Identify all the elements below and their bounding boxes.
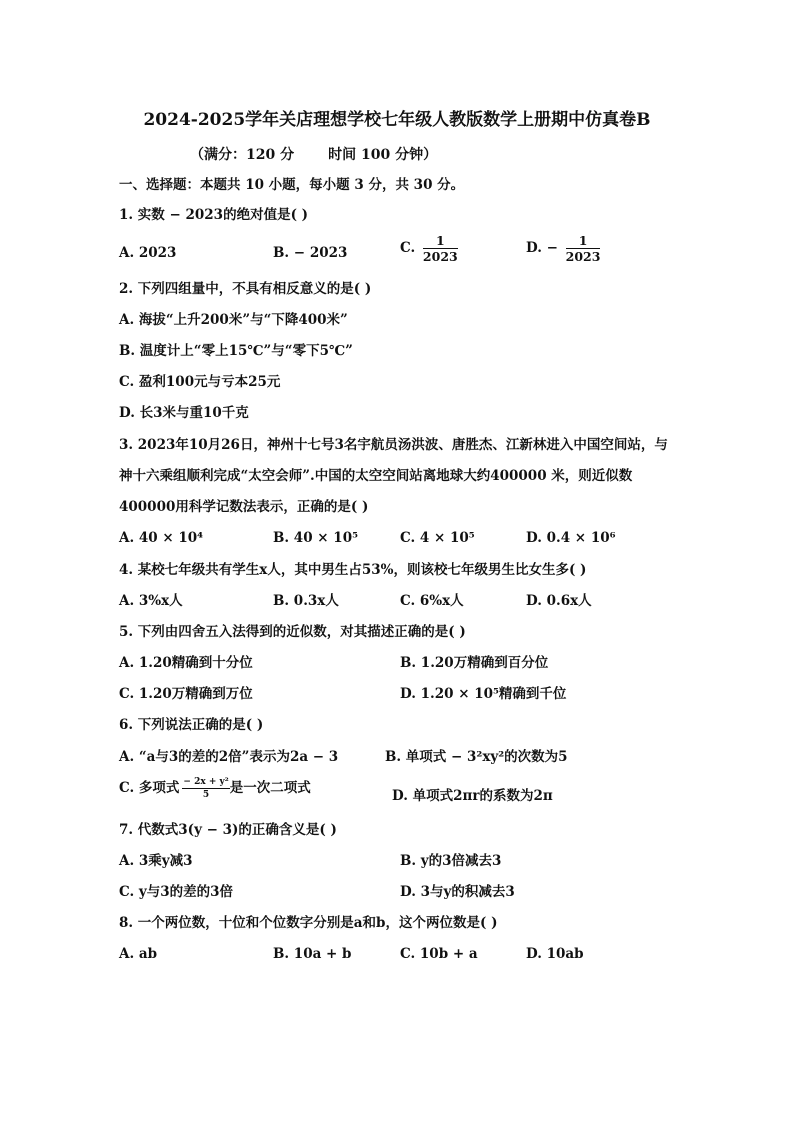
q3-stem-line1: 3. 2023年10月26日，神州十七号3名宇航员汤洪波、唐胜杰、江新林进入中国空间站，与 bbox=[119, 437, 668, 453]
q2-option-a: A. 海拔“上升200米”与“下降400米” bbox=[119, 312, 348, 328]
q1-option-d bbox=[526, 234, 600, 263]
full-marks: （满分：120 分 bbox=[190, 147, 295, 163]
q5-option-c: C. 1.20万精确到万位 bbox=[119, 686, 253, 702]
q4-option-c: C. 6%x人 bbox=[400, 593, 464, 609]
fraction-numerator: 1 bbox=[566, 234, 601, 249]
q3-stem-line2: 神十六乘组顺利完成“太空会师”.中国的太空空间站离地球大约400000 米，则近似数 bbox=[119, 468, 633, 484]
q1-option-c-fraction bbox=[423, 234, 458, 263]
q7-option-d: D. 3与y的积减去3 bbox=[400, 884, 515, 900]
fraction-numerator: 1 bbox=[423, 234, 458, 249]
q8-option-a: A. ab bbox=[119, 946, 158, 962]
q4-stem: 4. 某校七年级共有学生x人，其中男生占53%，则该校七年级男生比女生多( ) bbox=[119, 562, 587, 578]
q3-option-a: A. 40 × 10⁴ bbox=[119, 530, 204, 546]
q4-option-d: D. 0.6x人 bbox=[526, 593, 592, 609]
q3-option-b: B. 40 × 10⁵ bbox=[273, 530, 359, 546]
q2-option-b: B. 温度计上“零上15℃”与“零下5℃” bbox=[119, 343, 353, 359]
q7-option-c: C. y与3的差的3倍 bbox=[119, 884, 234, 900]
q7-option-b: B. y的3倍减去3 bbox=[400, 853, 502, 869]
q8-option-b: B. 10a + b bbox=[273, 946, 352, 962]
q3-option-d: D. 0.4 × 10⁶ bbox=[526, 530, 616, 546]
q6-option-c bbox=[119, 777, 311, 800]
q1-option-a: A. 2023 bbox=[119, 245, 177, 261]
exam-time: 时间 100 分钟） bbox=[328, 147, 438, 163]
q6-option-c-prefix: C. 多项式 bbox=[119, 780, 180, 796]
q3-stem-line3: 400000用科学记数法表示，正确的是( ) bbox=[119, 499, 369, 515]
q6-option-b: B. 单项式 − 3²xy²的次数为5 bbox=[385, 749, 568, 765]
q6-stem: 6. 下列说法正确的是( ) bbox=[119, 717, 264, 733]
q2-stem: 2. 下列四组量中，不具有相反意义的是( ) bbox=[119, 281, 372, 297]
q1-option-d-fraction bbox=[566, 234, 601, 263]
q7-option-a: A. 3乘y减3 bbox=[119, 853, 193, 869]
q3-option-c: C. 4 × 10⁵ bbox=[400, 530, 475, 546]
q1-option-c bbox=[400, 234, 458, 263]
q8-option-d: D. 10ab bbox=[526, 946, 584, 962]
q1-stem: 1. 实数 − 2023的绝对值是( ) bbox=[119, 207, 309, 223]
fraction-numerator: − 2x + y² bbox=[183, 777, 229, 787]
q1-option-b: B. − 2023 bbox=[273, 245, 348, 261]
q5-option-b: B. 1.20万精确到百分位 bbox=[400, 655, 549, 671]
q4-option-b: B. 0.3x人 bbox=[273, 593, 339, 609]
q6-option-a: A. “a与3的差的2倍”表示为2a − 3 bbox=[119, 749, 339, 765]
q5-stem: 5. 下列由四舍五入法得到的近似数，对其描述正确的是( ) bbox=[119, 624, 466, 640]
q2-option-d: D. 长3米与重10千克 bbox=[119, 405, 249, 421]
q1-option-c-label: C. bbox=[400, 240, 416, 256]
fraction-denominator: 2023 bbox=[422, 249, 458, 264]
q6-option-c-fraction bbox=[182, 777, 229, 800]
q6-option-c-suffix: 是一次二项式 bbox=[229, 780, 311, 796]
q8-stem: 8. 一个两位数，十位和个位数字分别是a和b，这个两位数是( ) bbox=[119, 915, 498, 931]
page-title: 2024-2025学年关店理想学校七年级人教版数学上册期中仿真卷B bbox=[143, 110, 651, 130]
section-heading: 一、选择题：本题共 10 小题，每小题 3 分，共 30 分。 bbox=[119, 177, 465, 193]
q2-option-c: C. 盈利100元与亏本25元 bbox=[119, 374, 281, 390]
q8-option-c: C. 10b + a bbox=[400, 946, 478, 962]
q4-option-a: A. 3%x人 bbox=[119, 593, 183, 609]
q5-option-a: A. 1.20精确到十分位 bbox=[119, 655, 253, 671]
q7-stem: 7. 代数式3(y − 3)的正确含义是( ) bbox=[119, 822, 337, 838]
q6-option-d: D. 单项式2πr的系数为2π bbox=[392, 788, 553, 804]
q1-option-d-label: D. − bbox=[526, 240, 558, 256]
fraction-denominator: 5 bbox=[202, 790, 210, 800]
exam-info bbox=[190, 144, 437, 164]
fraction-denominator: 2023 bbox=[565, 249, 601, 264]
q5-option-d: D. 1.20 × 10⁵精确到千位 bbox=[400, 686, 567, 702]
